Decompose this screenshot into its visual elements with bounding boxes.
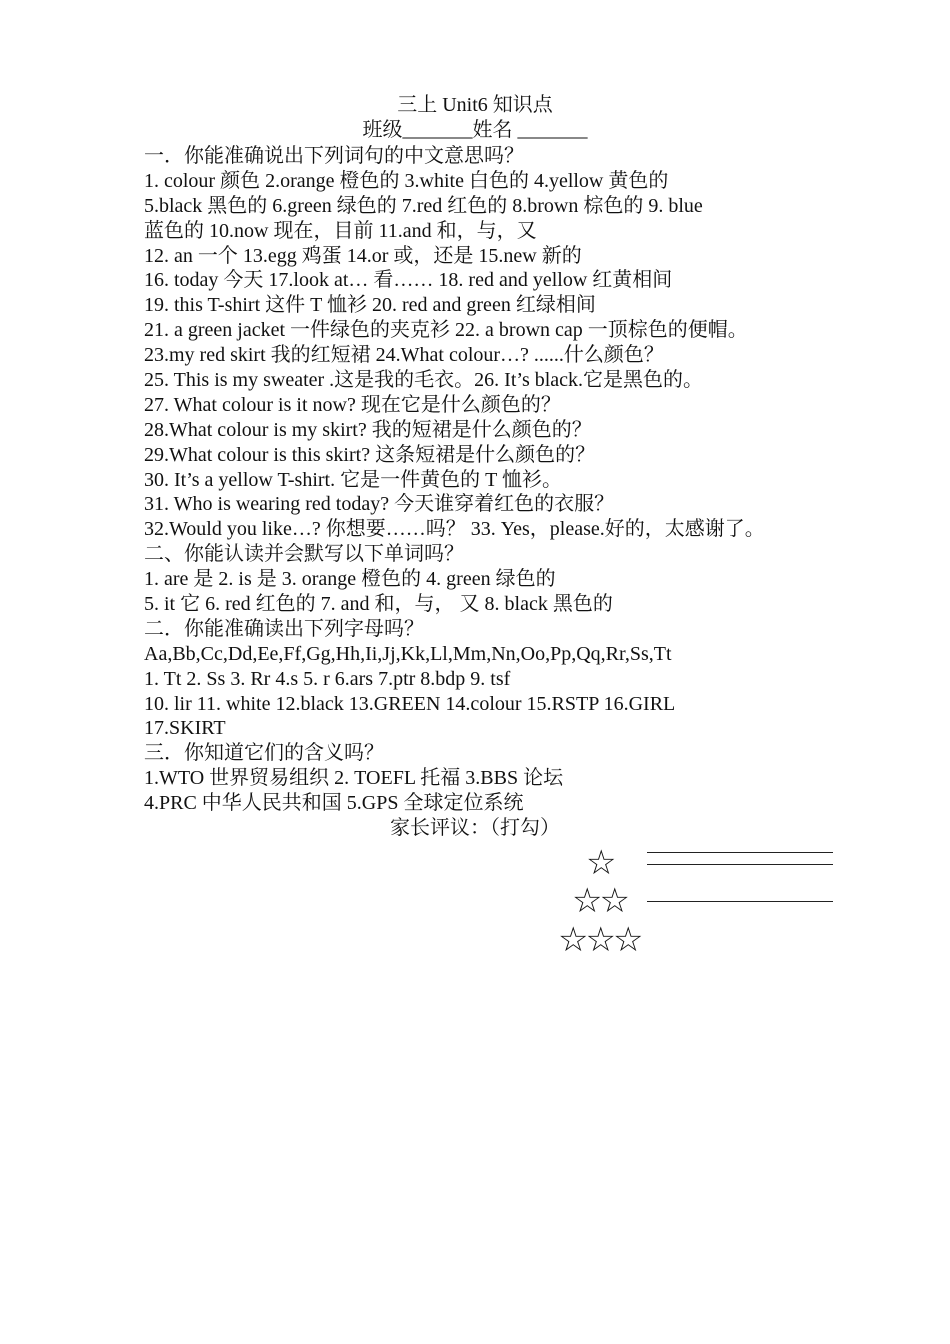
class-name-line: 班级_______姓名 _______ (362, 119, 588, 141)
content-line: 23.my red skirt 我的红短裙 24.What colour…? ......什么颜色？ (144, 344, 664, 367)
content-line: 32.Would you like…? 你想要……吗？ 33. Yes，please.好的，太感谢了。 (144, 518, 765, 541)
content-lines (144, 144, 824, 816)
rating-three-stars: ☆☆☆ (558, 922, 641, 959)
content-line: 三．你知道它们的含义吗？ (144, 742, 384, 765)
content-line: Aa,Bb,Cc,Dd,Ee,Ff,Gg,Hh,Ii,Jj,Kk,Ll,Mm,Nn,Oo,Pp,Qq,Rr,Ss,Tt (144, 642, 672, 665)
rating-two-stars: ☆☆ (572, 883, 627, 920)
content-line: 16. today 今天 17.look at… 看…… 18. red and yellow 红黄相间 (144, 269, 673, 292)
content-line: 10. lir 11. white 12.black 13.GREEN 14.colour 15.RSTP 16.GIRL (144, 692, 676, 715)
rating-one-star: ☆ (586, 845, 614, 882)
parent-comment-label: 家长评议：（打勾） (390, 817, 560, 839)
content-line: 12. an 一个 13.egg 鸡蛋 14.or 或，还是 15.new 新的 (144, 244, 582, 267)
signature-line (647, 901, 833, 902)
content-line: 1. colour 颜色 2.orange 橙色的 3.white 白色的 4.yellow 黄色的 (144, 169, 669, 192)
content-line: 17.SKIRT (144, 717, 226, 740)
signature-line (647, 864, 833, 865)
content-line: 二、你能认读并会默写以下单词吗？ (144, 543, 464, 566)
content-line: 31. Who is wearing red today? 今天谁穿着红色的衣服？ (144, 493, 615, 516)
content-line: 29.What colour is this skirt? 这条短裙是什么颜色的？ (144, 443, 596, 466)
content-line: 27. What colour is it now? 现在它是什么颜色的？ (144, 393, 561, 416)
content-line: 30. It’s a yellow T-shirt. 它是一件黄色的 T 恤衫。 (144, 468, 562, 491)
content-line: 1. Tt 2. Ss 3. Rr 4.s 5. r 6.ars 7.ptr 8.bdp 9. tsf (144, 667, 511, 690)
content-line: 28.What colour is my skirt? 我的短裙是什么颜色的？ (144, 418, 592, 441)
content-line: 一．你能准确说出下列词句的中文意思吗？ (144, 145, 524, 167)
content-line: 21. a green jacket 一件绿色的夹克衫 22. a brown cap 一顶棕色的便帽。 (144, 319, 748, 342)
content-line: 5.black 黑色的 6.green 绿色的 7.red 红色的 8.brown 棕色的 9. blue (144, 194, 703, 217)
content-line: 25. This is my sweater .这是我的毛衣。26. It’s black.它是黑色的。 (144, 369, 704, 392)
content-line: 19. this T-shirt 这件 T 恤衫 20. red and green 红绿相间 (144, 294, 596, 317)
content-line: 二．你能准确读出下列字母吗？ (144, 617, 424, 640)
content-line: 4.PRC 中华人民共和国 5.GPS 全球定位系统 (144, 792, 524, 815)
content-line: 1. are 是 2. is 是 3. orange 橙色的 4. green 绿色的 (144, 568, 556, 591)
document-title: 三上 Unit6 知识点 (397, 94, 553, 116)
content-line: 5. it 它 6. red 红色的 7. and 和，与， 又 8. black 黑色的 (144, 593, 613, 616)
signature-line (647, 852, 833, 853)
content-line: 1.WTO 世界贸易组织 2. TOEFL 托福 3.BBS 论坛 (144, 767, 564, 790)
content-line: 蓝色的 10.now 现在，目前 11.and 和，与，又 (144, 219, 537, 242)
